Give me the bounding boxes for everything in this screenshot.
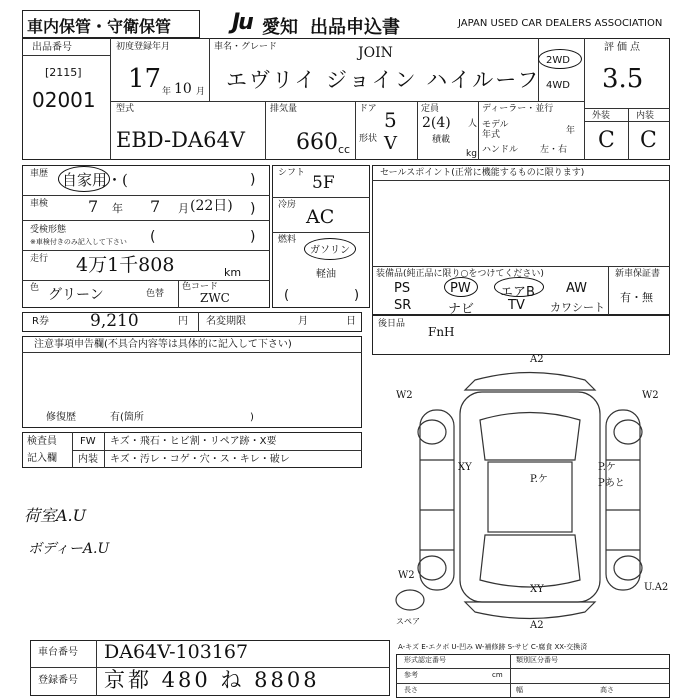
color-code-label: 色コード [182, 282, 219, 292]
registration-month-unit: 月 [196, 87, 206, 97]
capacity-label: 定員 [421, 104, 440, 114]
mark-a2-bottom: A2 [530, 620, 544, 631]
name-change-day-unit: 日 [346, 316, 356, 327]
ref-row3-right: 高さ [600, 686, 614, 694]
color-code-value: ZWC [200, 291, 230, 305]
fuel-gasoline-circle [304, 238, 356, 260]
registration-year: 17 [128, 64, 162, 94]
spare-label: スペア [396, 617, 420, 626]
repair-value: 有(箇所 [110, 412, 144, 423]
drive-4wd: 4WD [546, 80, 570, 91]
divider [584, 121, 670, 122]
divider [22, 195, 270, 196]
inspector-label-2: 記入欄 [27, 453, 57, 464]
registration-label: 初度登録年月 [116, 42, 171, 52]
aftermarket-box [372, 315, 670, 355]
shift-label: シフト [278, 168, 306, 178]
accept-close: ) [250, 229, 256, 245]
equip-sr: SR [394, 298, 412, 313]
inspection-day: (22日) [190, 198, 233, 214]
model-year-unit: 年 [566, 126, 576, 136]
car-name-note: JOIN [358, 45, 393, 61]
divider [22, 280, 270, 281]
name-change-label: 名変期限 [206, 316, 246, 327]
mark-pato-right: Pあと [598, 478, 625, 489]
fuel-gasoline: ガソリン [310, 245, 350, 256]
divider [396, 668, 670, 669]
mark-xy-left: XY [458, 462, 472, 473]
ref-row1-left: 形式認定番号 [404, 656, 446, 664]
handwritten-note-2: ボディーA.U [28, 541, 110, 557]
shift-value: 5F [312, 173, 335, 193]
displacement-value: 660 [296, 130, 338, 155]
model-year-label: モデル年式 [482, 120, 509, 140]
color-value: グリーン [48, 287, 104, 303]
usage-label: 車歴 [30, 169, 49, 179]
association-logo: Ju [232, 10, 252, 35]
equip-pw-circle [444, 277, 478, 297]
association-en: JAPAN USED CAR DEALERS ASSOCIATION [458, 18, 663, 29]
drive-2wd-circle [538, 49, 582, 69]
mark-pke-center: P.ケ [530, 474, 548, 485]
storage-tag-text: 車内保管・守衛保管 [27, 17, 172, 36]
sales-point-label: セールスポイント(正常に機能するものに限ります) [380, 168, 585, 178]
drive-2wd: 2WD [546, 55, 570, 66]
divider [198, 312, 199, 332]
divider [22, 352, 362, 353]
handwritten-note-1: 荷室A.U [24, 506, 87, 525]
equip-airbag-circle [494, 277, 544, 297]
divider [584, 108, 670, 109]
divider [96, 640, 97, 696]
ref-row2-label: 参考 [404, 671, 418, 679]
association-name: 愛知 [262, 17, 298, 38]
grade-score: 3.5 [602, 64, 644, 94]
capacity-value: 2(4) [422, 115, 451, 131]
inspection-month-unit: 月 [178, 202, 189, 215]
inspector-interior-label: 内装 [78, 454, 98, 465]
aftermarket-label: 後日品 [378, 319, 406, 329]
mark-w2-bottom-left: W2 [398, 570, 415, 581]
model-label: 型式 [116, 104, 135, 114]
divider [608, 266, 609, 315]
doors-label: ドア [359, 104, 377, 114]
new-car-warranty-value: 有・無 [620, 291, 653, 304]
accept-label: 受検形態 [30, 225, 67, 235]
registration-year-unit: 年 [162, 87, 172, 97]
grade-label: 評価点 [604, 42, 643, 53]
registration-month: 10 [174, 81, 192, 97]
usage-value: 自家用・( [62, 171, 128, 189]
equip-aw: AW [566, 281, 588, 296]
divider [110, 38, 111, 160]
mark-a2-top: A2 [530, 354, 544, 365]
grade-interior-label: 内装 [636, 111, 655, 121]
divider [209, 38, 210, 101]
equip-tv: TV [508, 298, 525, 313]
equip-pw: PW [450, 281, 471, 296]
new-car-warranty-label: 新車保証書 [615, 269, 661, 279]
inspection-year-unit: 年 [112, 202, 123, 215]
divider [355, 101, 356, 160]
aircon-value: AC [306, 206, 335, 228]
capacity-unit: 人 [468, 119, 478, 129]
aftermarket-value: FnH [428, 325, 455, 339]
load-label: 積載 [432, 135, 451, 145]
usage-circle [58, 166, 110, 192]
mark-w2-top-right: W2 [642, 390, 659, 401]
load-unit: kg [466, 149, 477, 159]
divider [510, 654, 511, 698]
divider [22, 220, 270, 221]
handle-options: 左・右 [540, 145, 568, 155]
mileage-value: 4万1千808 [76, 254, 175, 276]
grade-interior: C [640, 128, 657, 153]
handle-label: ハンドル [482, 145, 519, 155]
inspector-interior-items: キズ・汚レ・コゲ・穴・ス・キレ・破レ [110, 454, 290, 465]
mileage-unit: km [224, 266, 242, 279]
divider [265, 101, 266, 160]
displacement-unit: cc [338, 143, 351, 156]
mark-ua2-bottom-right: U.A2 [644, 582, 669, 593]
dealer-label: ディーラー・並行 [482, 104, 554, 114]
lot-number: 02001 [32, 88, 96, 112]
form-title: 出品申込書 [310, 17, 400, 38]
accept-note: ※車検付きのみ記入して下さい [30, 238, 127, 246]
mark-w2-top-left: W2 [396, 390, 413, 401]
equip-ps: PS [394, 281, 411, 296]
inspection-month: 7 [150, 197, 161, 216]
model-value: EBD-DA64V [116, 128, 245, 152]
divider [396, 683, 670, 684]
accept-open: ( [150, 229, 156, 245]
shape-label: 形状 [359, 134, 378, 144]
divider [272, 232, 370, 233]
displacement-label: 排気量 [270, 104, 298, 114]
repair-label: 修復歴 [46, 412, 76, 423]
plate-value: 京都 480 ね 8808 [104, 668, 320, 692]
fuel-open: ( [284, 288, 290, 303]
name-change-month-unit: 月 [298, 316, 308, 327]
car-name-label: 車名・グレード [214, 42, 278, 52]
equipment-label: 装備品(純正品に限り○をつけてください) [376, 269, 544, 279]
divider [178, 280, 179, 308]
mark-pke-right: P.ケ [598, 462, 616, 473]
notes-label: 注意事項申告欄(不具合内容等は具体的に記入して下さい) [34, 339, 292, 350]
inspector-fw-items: キズ・飛石・ヒビ割・リペア跡・X要 [110, 436, 277, 447]
usage-close: ) [250, 172, 256, 188]
divider [272, 197, 370, 198]
divider [478, 101, 479, 160]
ref-row3-mid: 幅 [516, 686, 523, 694]
chassis-label: 車台番号 [38, 647, 78, 658]
aircon-label: 冷房 [278, 200, 297, 210]
plate-label: 登録番号 [38, 675, 78, 686]
divider [72, 450, 362, 451]
divider [110, 101, 584, 102]
fuel-label: 燃料 [278, 235, 297, 245]
lot-sub-number: [2115] [45, 66, 82, 79]
inspector-fw-label: FW [80, 436, 96, 447]
divider [628, 108, 629, 160]
inspector-label-1: 検査員 [27, 436, 57, 447]
mileage-label: 走行 [30, 254, 49, 264]
shape-value: V [384, 133, 397, 154]
grade-exterior-label: 外装 [592, 111, 611, 121]
recycle-box [22, 312, 362, 332]
fuel-diesel: 軽油 [316, 269, 336, 280]
mark-xy-bottom: XY [530, 584, 544, 595]
divider [372, 266, 670, 267]
equip-airbag: エアB [500, 285, 535, 300]
equip-kawaseat: カワシート [550, 301, 605, 314]
grade-exterior: C [598, 128, 615, 153]
doors-value: 5 [384, 108, 397, 132]
ref-row1-right: 類別区分番号 [516, 656, 558, 664]
car-name-value: エヴリイ ジョイン ハイルーフ [226, 68, 541, 92]
ref-row2-unit: cm [492, 671, 503, 679]
divider [372, 180, 670, 181]
fuel-close: ) [354, 288, 360, 303]
color-change-label: 色替 [146, 289, 165, 299]
repair-close: ) [250, 412, 254, 423]
ref-row3-left: 長さ [404, 686, 418, 694]
divider [104, 432, 105, 468]
divider [417, 101, 418, 160]
inspection-label: 車検 [30, 199, 49, 209]
equip-navi: ナビ [448, 302, 475, 317]
lot-label: 出品番号 [32, 42, 72, 53]
chassis-value: DA64V-103167 [104, 641, 249, 663]
car-damage-diagram [380, 350, 680, 640]
recycle-value: 9,210 [90, 311, 139, 331]
inspection-close: ) [250, 201, 256, 217]
color-label: 色 [30, 283, 40, 293]
divider [584, 38, 585, 160]
diagram-legend: A-キズ E-エクボ U-凹み W-補修跡 S-サビ C-腐食 XX-交換済 [398, 643, 588, 651]
recycle-label: R券 [32, 316, 49, 327]
divider [22, 250, 270, 251]
divider [22, 55, 110, 56]
recycle-unit: 円 [178, 316, 188, 327]
inspection-year: 7 [88, 197, 99, 216]
